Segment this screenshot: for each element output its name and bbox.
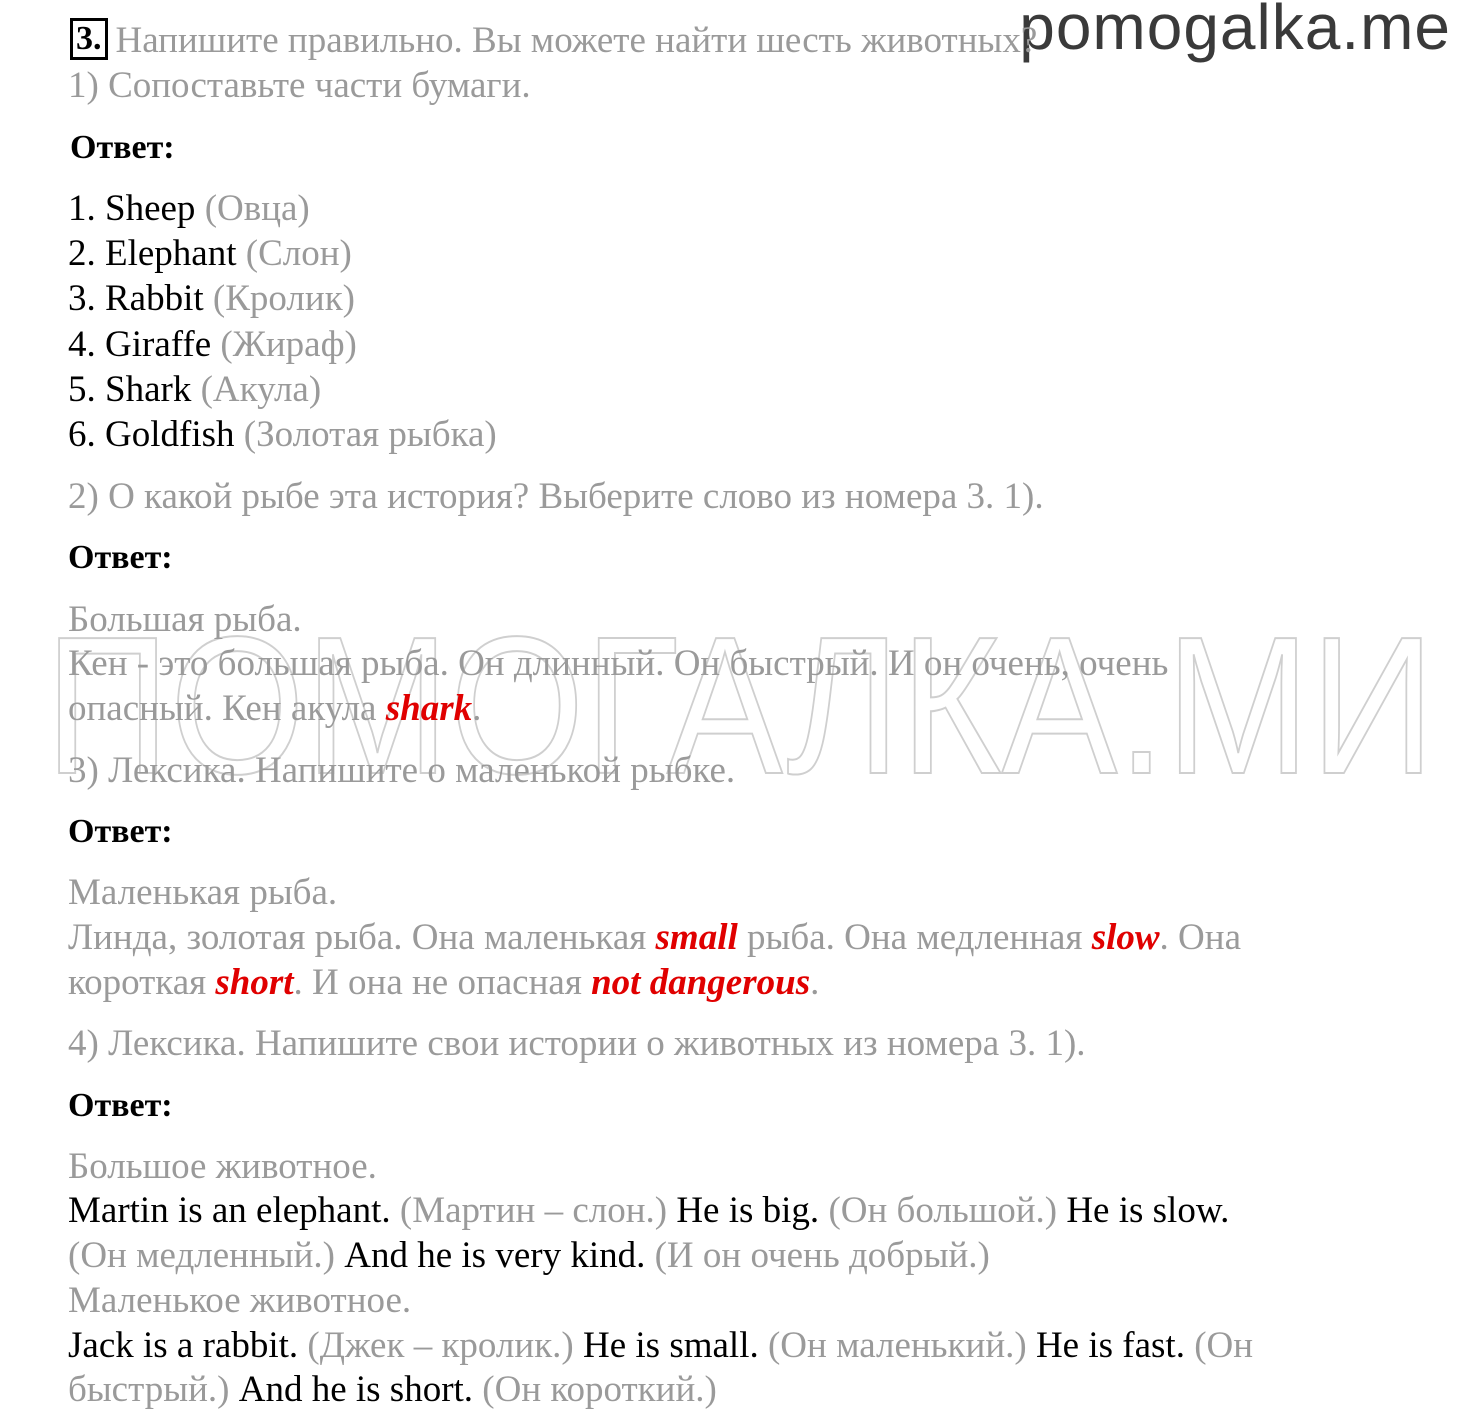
answer-label: Ответ:: [70, 129, 175, 166]
list-item: 3. Rabbit (Кролик): [68, 278, 355, 319]
answer-word: not dangerous: [591, 962, 811, 1003]
answer-label: Ответ:: [68, 539, 173, 576]
list-item: 4. Giraffe (Жираф): [68, 324, 357, 365]
list-item: 5. Shark (Акула): [68, 369, 322, 410]
task-text: Напишите правильно. Вы можете найти шесть животных?: [115, 20, 1038, 61]
part2-line1: Кен - это большая рыба. Он длинный. Он быстрый. И он очень, очень: [68, 643, 1169, 684]
part4-story2-line2: быстрый.) And he is short. (Он короткий.): [68, 1369, 717, 1410]
site-brand: pomogalka.me: [1019, 0, 1451, 63]
answer-label: Ответ:: [68, 813, 173, 850]
answer-word: shark: [385, 688, 473, 729]
list-item: 6. Goldfish (Золотая рыбка): [68, 414, 497, 455]
answer-word: small: [655, 917, 738, 958]
part4-story1-line2: (Он медленный.) And he is very kind. (И он очень добрый.): [68, 1235, 990, 1276]
part1-question: 1) Сопоставьте части бумаги.: [68, 65, 531, 106]
list-item: 2. Elephant (Слон): [68, 233, 352, 274]
part4-title-big: Большое животное.: [68, 1146, 377, 1187]
part2-question: 2) О какой рыбе эта история? Выберите слово из номера 3. 1).: [68, 476, 1044, 517]
list-item: 1. Sheep (Овца): [68, 188, 310, 229]
task-number: 3.: [70, 18, 108, 60]
part4-story2-line1: Jack is a rabbit. (Джек – кролик.) He is small. (Он маленький.) He is fast. (Он: [68, 1325, 1254, 1366]
part3-line1: Линда, золотая рыба. Она маленькая small рыба. Она медленная slow. Она: [68, 917, 1241, 958]
part2-title: Большая рыба.: [68, 599, 302, 640]
part4-story1-line1: Martin is an elephant. (Мартин – слон.) He is big. (Он большой.) He is slow.: [68, 1190, 1230, 1231]
part3-title: Маленькая рыба.: [68, 872, 338, 913]
task-header: [70, 18, 1037, 63]
part3-line2: короткая short. И она не опасная not dangerous.: [68, 962, 820, 1003]
watermark-text: ПОМОГАЛКА.МИ: [45, 615, 1435, 795]
answer-word: slow: [1091, 917, 1160, 958]
answer-word: short: [215, 962, 294, 1003]
part3-question: 3) Лексика. Напишите о маленькой рыбке.: [68, 750, 736, 791]
answer-label: Ответ:: [68, 1087, 173, 1124]
part4-title-small: Маленькое животное.: [68, 1280, 412, 1321]
part4-question: 4) Лексика. Напишите свои истории о животных из номера 3. 1).: [68, 1023, 1086, 1064]
part2-line2: опасный. Кен акула shark.: [68, 688, 482, 729]
